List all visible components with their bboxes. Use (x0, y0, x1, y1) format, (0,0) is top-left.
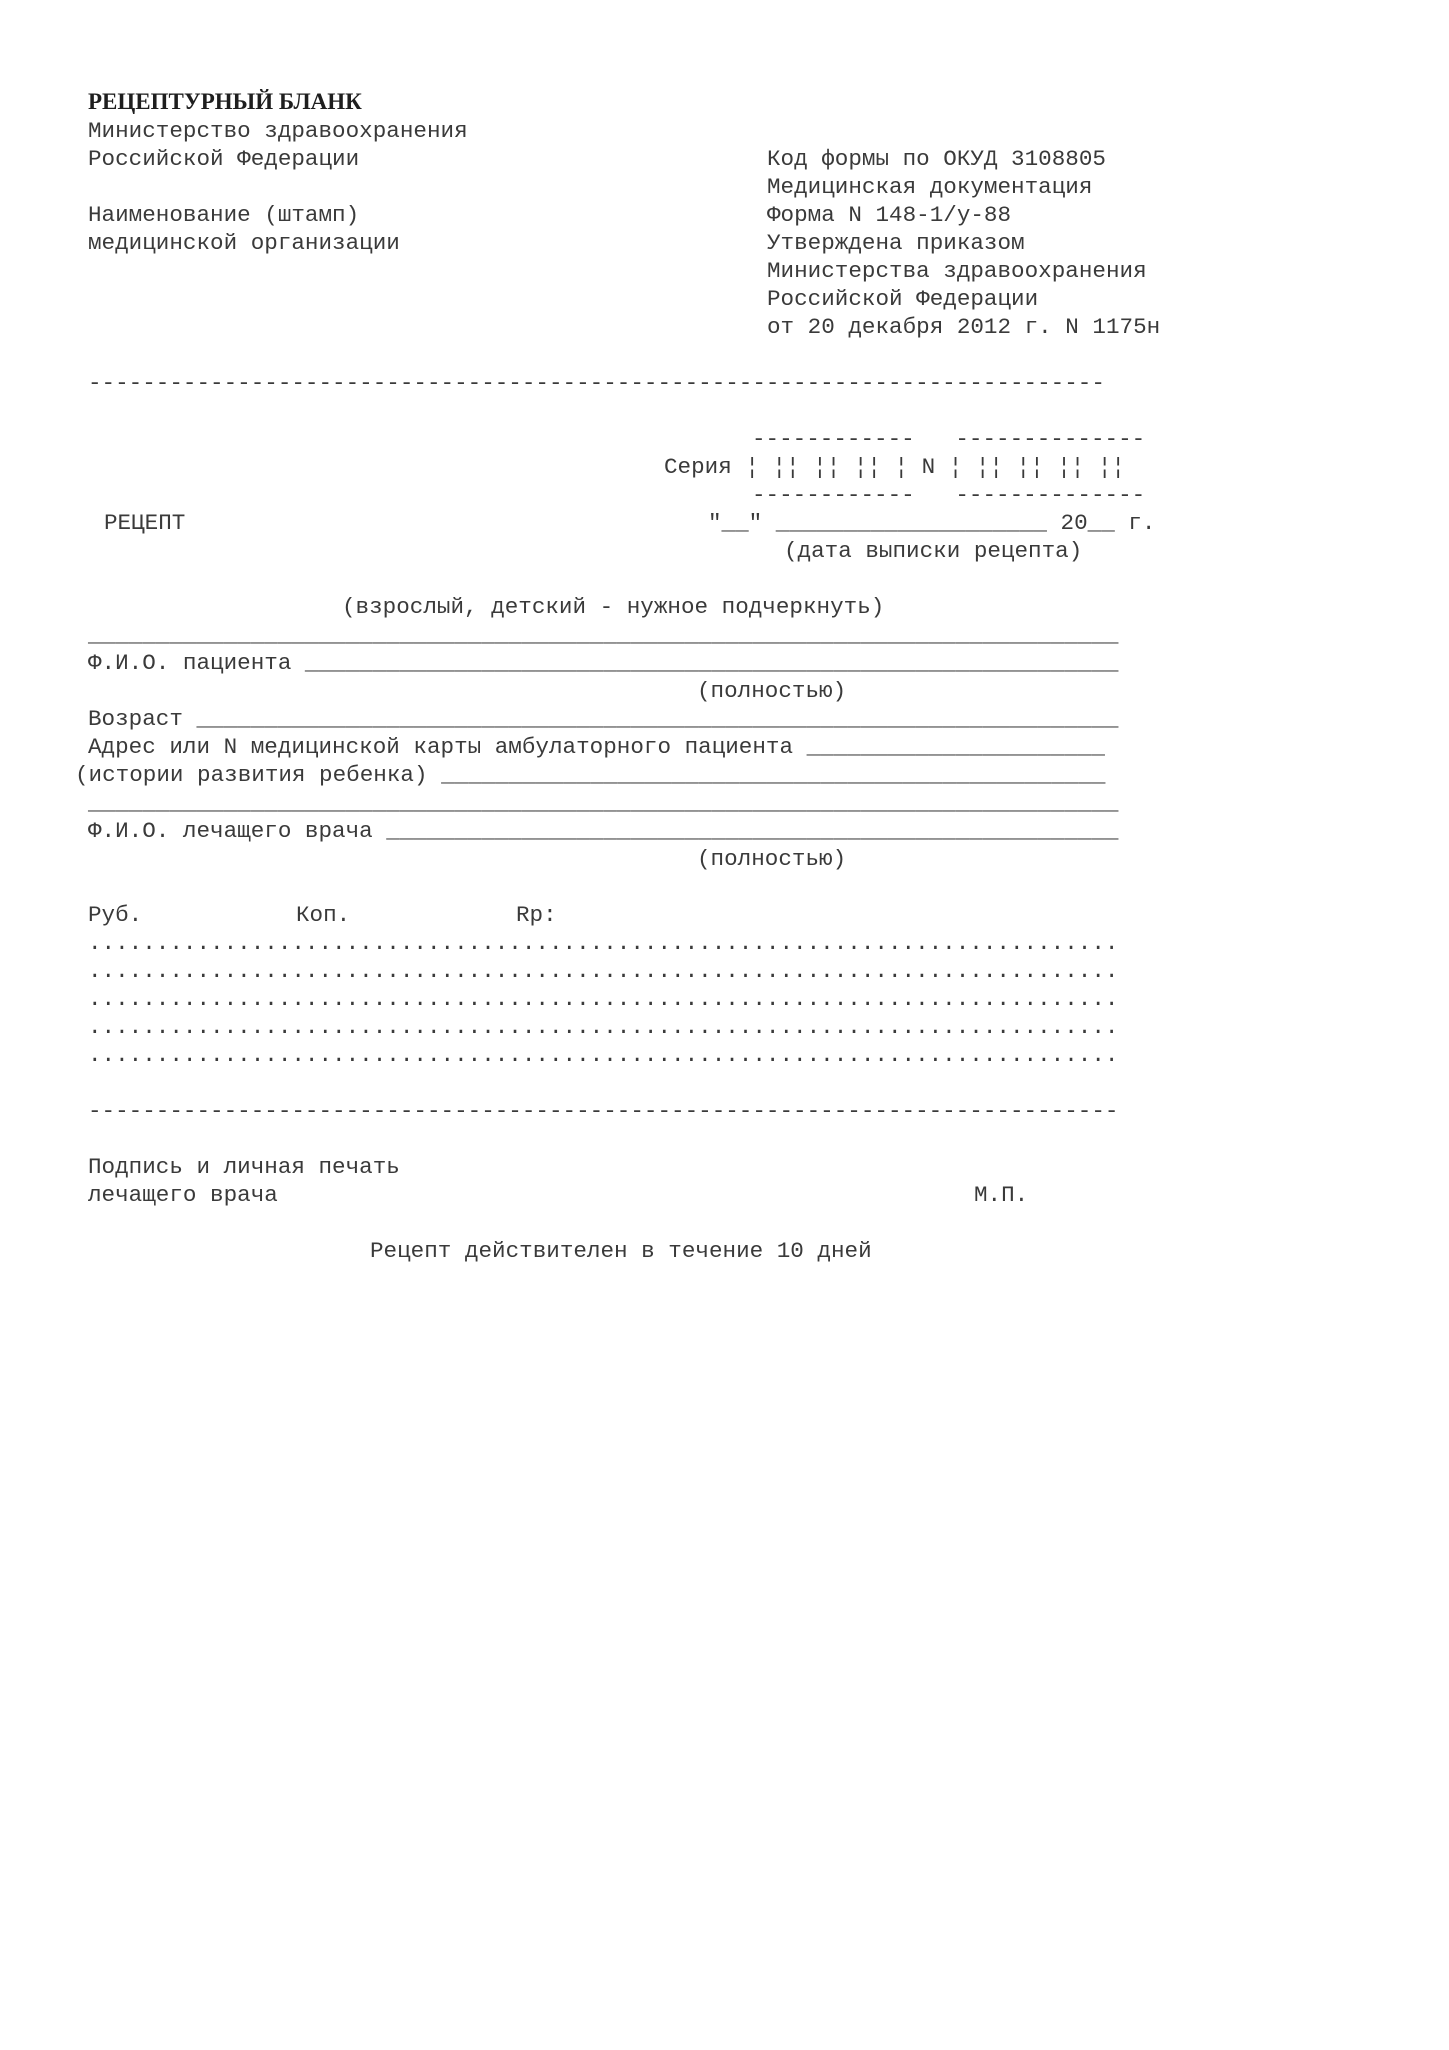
doctor-name-caption: (полностью) (697, 846, 847, 872)
ministry-line-1: Министерство здравоохранения (88, 118, 468, 144)
age-field[interactable]: Возраст ____________________________________________________________________ (88, 706, 1119, 732)
blank-line-2[interactable]: ____________________________________________________________________________ (88, 790, 1119, 816)
ministry-line-2: Российской Федерации (88, 146, 360, 172)
approved-by-2: Российской Федерации (767, 286, 1039, 312)
approved-date: от 20 декабря 2012 г. N 1175н (767, 314, 1161, 340)
separator-top: --------------------------------------------------------------------------- (88, 370, 1105, 396)
doctor-name-field[interactable]: Ф.И.О. лечащего врача ______________________________________________________ (88, 818, 1119, 844)
prescription-dots-line[interactable]: ............................................................................ (88, 1042, 1119, 1068)
blank-line-1[interactable]: ____________________________________________________________________________ (88, 622, 1119, 648)
prescription-dots-line[interactable]: ............................................................................ (88, 986, 1119, 1012)
patient-type-hint: (взрослый, детский - нужное подчеркнуть) (342, 594, 885, 620)
patient-name-caption: (полностью) (697, 678, 847, 704)
kop-label: Коп. (296, 902, 351, 928)
doc-type: Медицинская документация (767, 174, 1093, 200)
seal-label: М.П. (974, 1182, 1029, 1208)
issue-date-field[interactable]: "__" ____________________ 20__ г. (708, 510, 1156, 536)
series-top-lines: ------------ -------------- (752, 426, 1146, 452)
rp-label: Rp: (516, 902, 557, 928)
form-title: РЕЦЕПТУРНЫЙ БЛАНК (88, 89, 362, 114)
series-number-boxes[interactable]: Серия ¦ ¦¦ ¦¦ ¦¦ ¦ N ¦ ¦¦ ¦¦ ¦¦ ¦¦ (664, 454, 1125, 480)
recipe-label: РЕЦЕПТ (104, 510, 186, 536)
signature-label-1: Подпись и личная печать (88, 1154, 400, 1180)
patient-name-field[interactable]: Ф.И.О. пациента ____________________________________________________________ (88, 650, 1119, 676)
child-history-field[interactable]: (истории развития ребенка) _________________________________________________ (75, 762, 1106, 788)
approved-label: Утверждена приказом (767, 230, 1025, 256)
okud-code: Код формы по ОКУД 3108805 (767, 146, 1106, 172)
signature-label-2: лечащего врача (88, 1182, 278, 1208)
validity-note: Рецепт действителен в течение 10 дней (370, 1238, 872, 1264)
prescription-dots-line[interactable]: ............................................................................ (88, 958, 1119, 984)
prescription-dots-line[interactable]: ............................................................................ (88, 1014, 1119, 1040)
approved-by-1: Министерства здравоохранения (767, 258, 1147, 284)
address-field[interactable]: Адрес или N медицинской карты амбулаторного пациента ______________________ (88, 734, 1105, 760)
rub-label: Руб. (88, 902, 143, 928)
prescription-dots-line[interactable]: ............................................................................ (88, 930, 1119, 956)
series-bottom-lines: ------------ -------------- (752, 482, 1146, 508)
form-number: Форма N 148-1/у-88 (767, 202, 1012, 228)
issue-date-caption: (дата выписки рецепта) (784, 538, 1083, 564)
stamp-line-1: Наименование (штамп) (88, 202, 360, 228)
stamp-line-2: медицинской организации (88, 230, 400, 256)
separator-bottom: ---------------------------------------------------------------------------- (88, 1098, 1119, 1124)
